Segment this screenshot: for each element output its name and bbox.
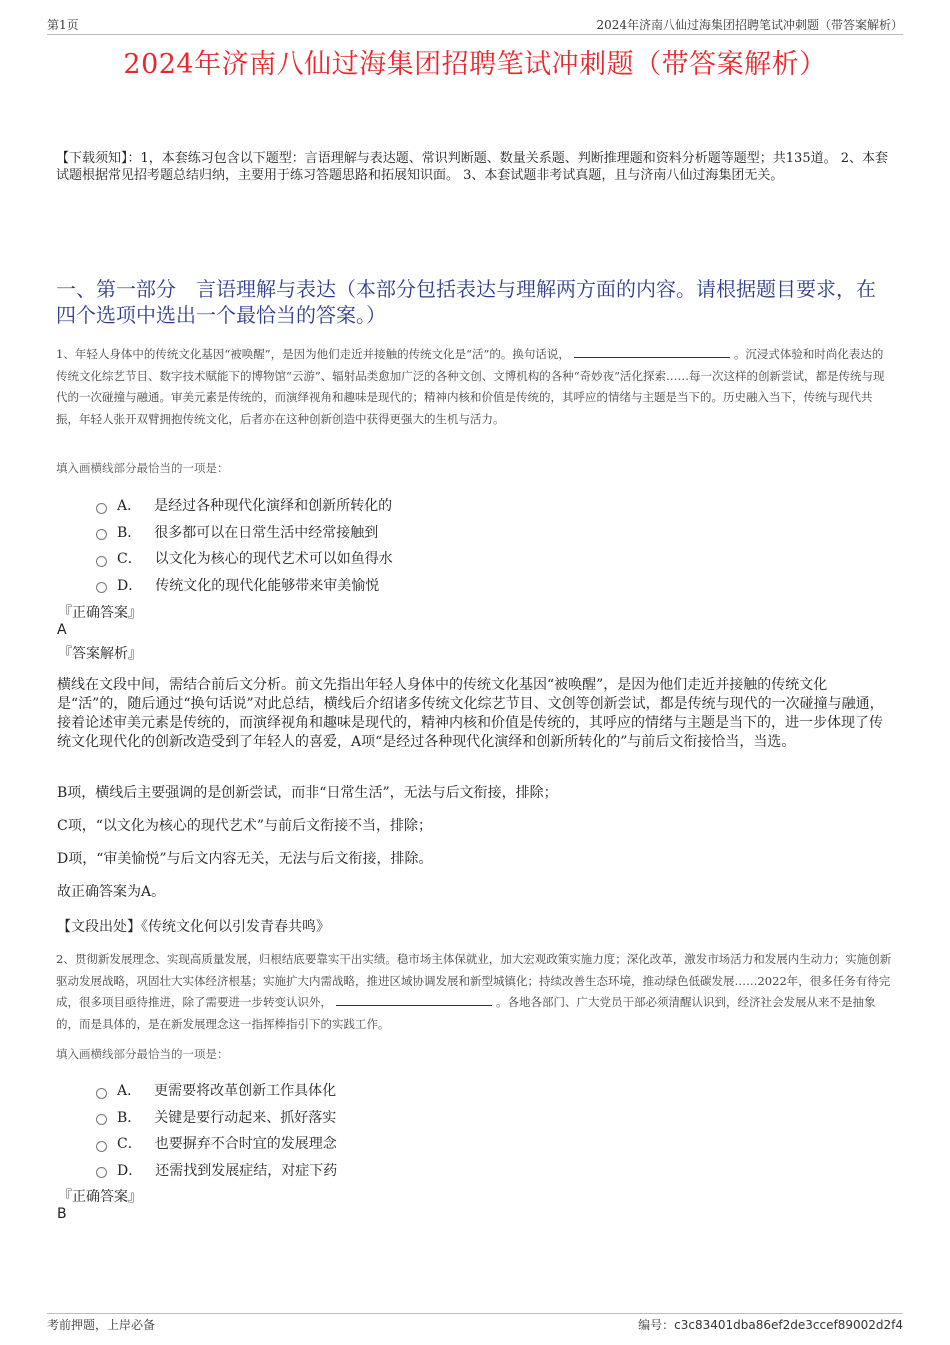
radio-icon[interactable] xyxy=(96,1167,107,1178)
question-2-answer-label: 『正确答案』 xyxy=(58,1189,142,1205)
question-2-option-b[interactable]: B． 关键是要行动起来、抓好落实 xyxy=(96,1104,337,1131)
radio-icon[interactable] xyxy=(96,1114,107,1125)
radio-icon[interactable] xyxy=(96,1141,107,1152)
radio-icon[interactable] xyxy=(96,529,107,540)
question-2-text xyxy=(56,949,894,1035)
header-doc-title: 2024年济南八仙过海集团招聘笔试冲刺题（带答案解析） xyxy=(596,18,903,32)
download-notice: 【下载须知】：1，本套练习包含以下题型：言语理解与表达题、常识判断题、数量关系题、判断推理题和资料分析题等题型；共135道。 2、本套试题根据常见招考题总结归纳，主要用于练习答题思路和拓展知识面。 3、本套试题非考试真题，且与济南八仙过海集团无关。 xyxy=(56,151,888,183)
page-header xyxy=(47,14,903,35)
question-2-option-d[interactable]: D． 还需找到发展症结，对症下药 xyxy=(96,1157,337,1184)
question-1-option-d[interactable]: D． 传统文化的现代化能够带来审美愉悦 xyxy=(96,572,393,599)
question-2-answer: B xyxy=(57,1206,67,1222)
question-1-analysis-c: C项，“以文化为核心的现代艺术”与前后文衔接不当，排除； xyxy=(57,818,433,834)
question-2-prompt: 填入画横线部分最恰当的一项是： xyxy=(56,1047,229,1061)
radio-icon[interactable] xyxy=(96,1088,107,1099)
question-1-option-c[interactable]: C． 以文化为核心的现代艺术可以如鱼得水 xyxy=(96,545,393,572)
question-2-option-c[interactable]: C． 也要摒弃不合时宜的发展理念 xyxy=(96,1130,337,1157)
question-1-prompt: 填入画横线部分最恰当的一项是： xyxy=(56,461,229,475)
question-1-analysis-main: 横线在文段中间，需结合前后文分析。前文先指出年轻人身体中的传统文化基因“被唤醒”，是因为他们走近并接触的传统文化是“活”的，随后通过“换句话说”对此总结，横线后介绍诸多传统文化综艺节目、文创等创新尝试，都是传统与现代的一次碰撞与融通，接着论述审美元素是传统的，而演绎视角和趣味是现代的，精神内核和价值是传统的，其呼应的情绪与主题是当下的，进一步体现了传统文化现代化的创新改造受到了年轻人的喜爱，A项“是经过各种现代化演绎和创新所转化的”与前后文衔接恰当，当选。 xyxy=(57,677,884,750)
radio-icon[interactable] xyxy=(96,556,107,567)
radio-icon[interactable] xyxy=(96,503,107,514)
question-1-options xyxy=(96,492,393,598)
question-1-blank xyxy=(574,347,730,358)
question-1-text-after: 。沉浸式体验和时尚化表达的传统文化综艺节目、数字技术赋能下的博物馆“云游”、辐射品类愈加广泛的各种文创、文博机构的各种“奇妙夜”活化探索……每一次这样的创新尝试，都是传统与现代的一次碰撞与融通。审美元素是传统的，而演绎视角和趣味是现代的；精神内核和价值是传统的，其呼应的情绪与主题是当下的。历史融入当下，传统与现代共振，年轻人张开双臂拥抱传统文化，后者亦在这种创新创造中获得更强大的生机与活力。 xyxy=(56,347,885,426)
question-1-answer: A xyxy=(57,622,67,638)
question-2-text-before: 2、贯彻新发展理念、实现高质量发展，归根结底要靠实干出实绩。稳市场主体保就业，加大宏观政策实施力度；深化改革，激发市场活力和发展内生动力；实施创新驱动发展战略，巩固壮大实体经济根基；实施扩大内需战略，推进区域协调发展和新型城镇化；持续改善生态环境，推动绿色低碳发展……2022年，很多任务有待完成，很多项目亟待推进，除了需要进一步转变认识外， xyxy=(56,952,892,1009)
question-2-option-a[interactable]: A． 更需要将改革创新工作具体化 xyxy=(96,1077,337,1104)
document-title: 2024年济南八仙过海集团招聘笔试冲刺题（带答案解析） xyxy=(123,49,827,80)
section-heading: 一、第一部分 言语理解与表达（本部分包括表达与理解两方面的内容。请根据题目要求，在四个选项中选出一个最恰当的答案。） xyxy=(56,277,876,327)
footer-code: 编号：c3c83401dba86ef2de3ccef89002d2f4 xyxy=(638,1318,903,1332)
question-2-text-after: 。各地各部门、广大党员干部必须清醒认识到，经济社会发展从来不是抽象的，而是具体的，是在新发展理念这一指挥棒指引下的实践工作。 xyxy=(56,995,876,1031)
question-1-source: 【文段出处】《传统文化何以引发青春共鸣》 xyxy=(57,919,330,935)
question-1-analysis-label: 『答案解析』 xyxy=(58,646,142,662)
radio-icon[interactable] xyxy=(96,582,107,593)
question-1-text xyxy=(56,344,894,430)
question-2-options xyxy=(96,1077,337,1183)
page-footer xyxy=(47,1313,903,1334)
page-number: 第1页 xyxy=(47,18,79,32)
question-1-analysis-d: D项，“审美愉悦”与后文内容无关，无法与后文衔接，排除。 xyxy=(57,851,433,867)
question-1-analysis-b: B项，横线后主要强调的是创新尝试，而非“日常生活”，无法与后文衔接，排除； xyxy=(57,785,558,801)
question-2-blank xyxy=(336,995,492,1006)
question-1-option-b[interactable]: B． 很多都可以在日常生活中经常接触到 xyxy=(96,519,393,546)
footer-slogan: 考前押题，上岸必备 xyxy=(47,1318,156,1332)
question-1-analysis-conclusion: 故正确答案为A。 xyxy=(57,884,166,900)
question-1-text-before: 1、年轻人身体中的传统文化基因“被唤醒”，是因为他们走近并接触的传统文化是“活”的。换句话说， xyxy=(56,347,570,361)
question-1-answer-label: 『正确答案』 xyxy=(58,605,142,621)
question-1-option-a[interactable]: A． 是经过各种现代化演绎和创新所转化的 xyxy=(96,492,393,519)
